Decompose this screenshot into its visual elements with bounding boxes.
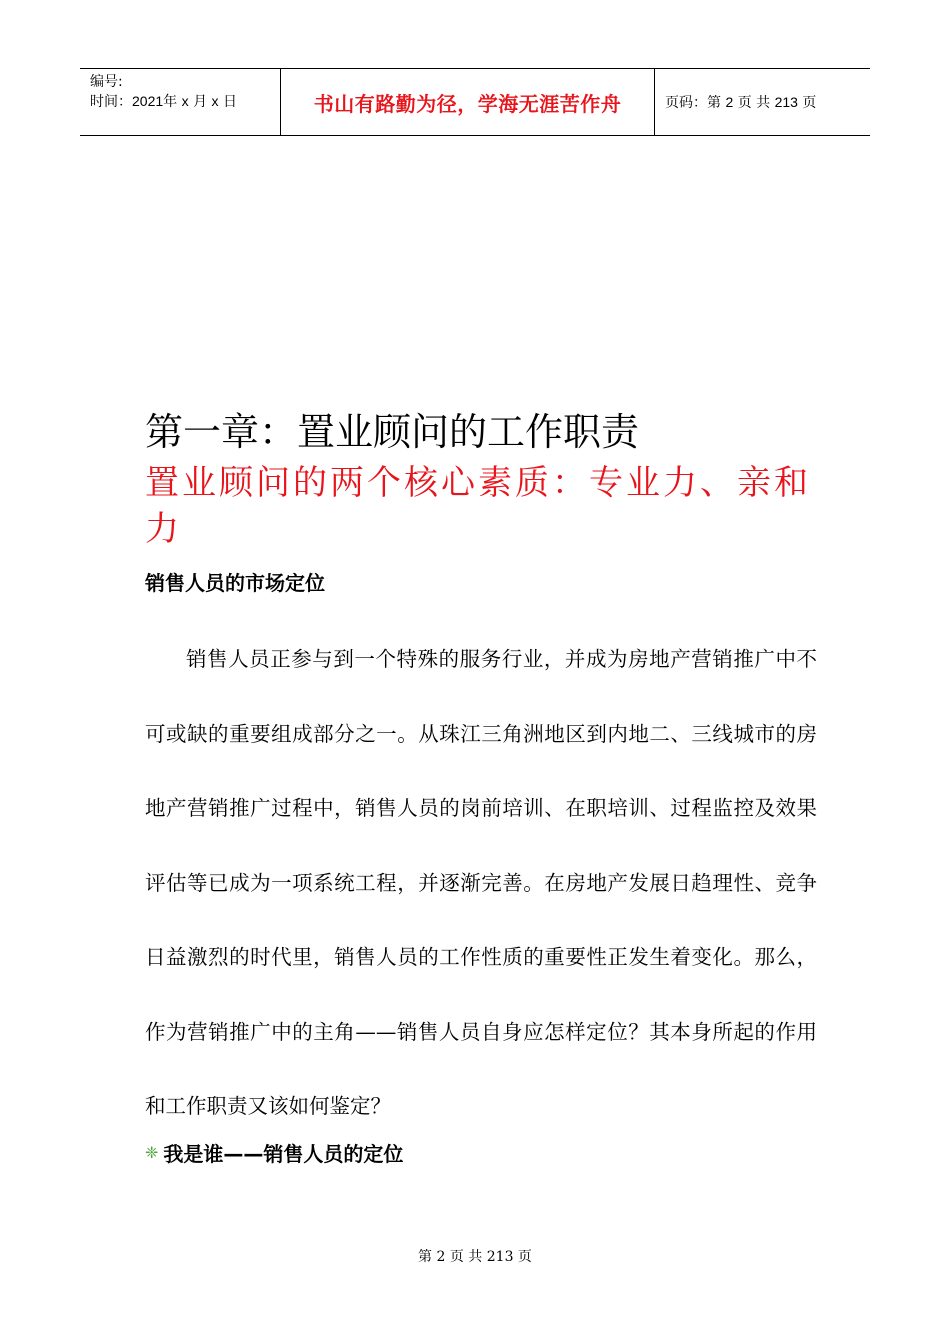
time-line <box>90 92 280 112</box>
page-prefix: 页码：第 <box>665 95 721 111</box>
page-current: 2 <box>725 94 734 110</box>
body-paragraph: 销售人员正参与到一个特殊的服务行业，并成为房地产营销推广中不可或缺的重要组成部分之一。从珠江三角洲地区到内地二、三线城市的房地产营销推广过程中，销售人员的岗前培训、在职培训、过程监控及效果评估等已成为一项系统工程，并逐渐完善。在房地产发展日趋理性、竞争日益激烈的时代里，销售人员的工作性质的重要性正发生着变化。那么，作为营销推广中的主角——销售人员自身应怎样定位？其本身所起的作用和工作职责又该如何鉴定？ <box>145 647 817 1118</box>
chapter-title: 第一章：置业顾问的工作职责 <box>145 410 640 454</box>
time-month-suffix: 月 <box>193 94 208 110</box>
bullet-flower-icon: ❈ <box>145 1143 159 1162</box>
header-page-info <box>655 69 870 135</box>
header-motto: 书山有路勤为径，学海无涯苦作舟 <box>313 91 622 116</box>
time-month: x <box>181 93 189 109</box>
page-total: 213 <box>774 94 798 110</box>
time-year-suffix: 年 <box>163 94 178 110</box>
time-day: x <box>211 93 219 109</box>
bullet-heading-line <box>145 1138 403 1167</box>
bullet-heading: 我是谁——销售人员的定位 <box>163 1142 404 1166</box>
header-meta <box>80 69 281 135</box>
page-header <box>80 68 870 136</box>
header-motto-cell <box>281 69 655 135</box>
time-year: 2021 <box>132 93 164 109</box>
chapter-subtitle: 置业顾问的两个核心素质：专业力、亲和力 <box>145 463 811 549</box>
body-text <box>145 622 817 1144</box>
time-prefix: 时间： <box>90 94 132 110</box>
page-mid: 页 共 <box>737 95 771 111</box>
section-title: 销售人员的市场定位 <box>145 571 325 595</box>
page-footer: 第 2 页 共 213 页 <box>418 1249 532 1265</box>
number-label: 编号: <box>90 74 123 90</box>
page-suffix: 页 <box>802 95 817 111</box>
time-day-suffix: 日 <box>222 94 237 110</box>
